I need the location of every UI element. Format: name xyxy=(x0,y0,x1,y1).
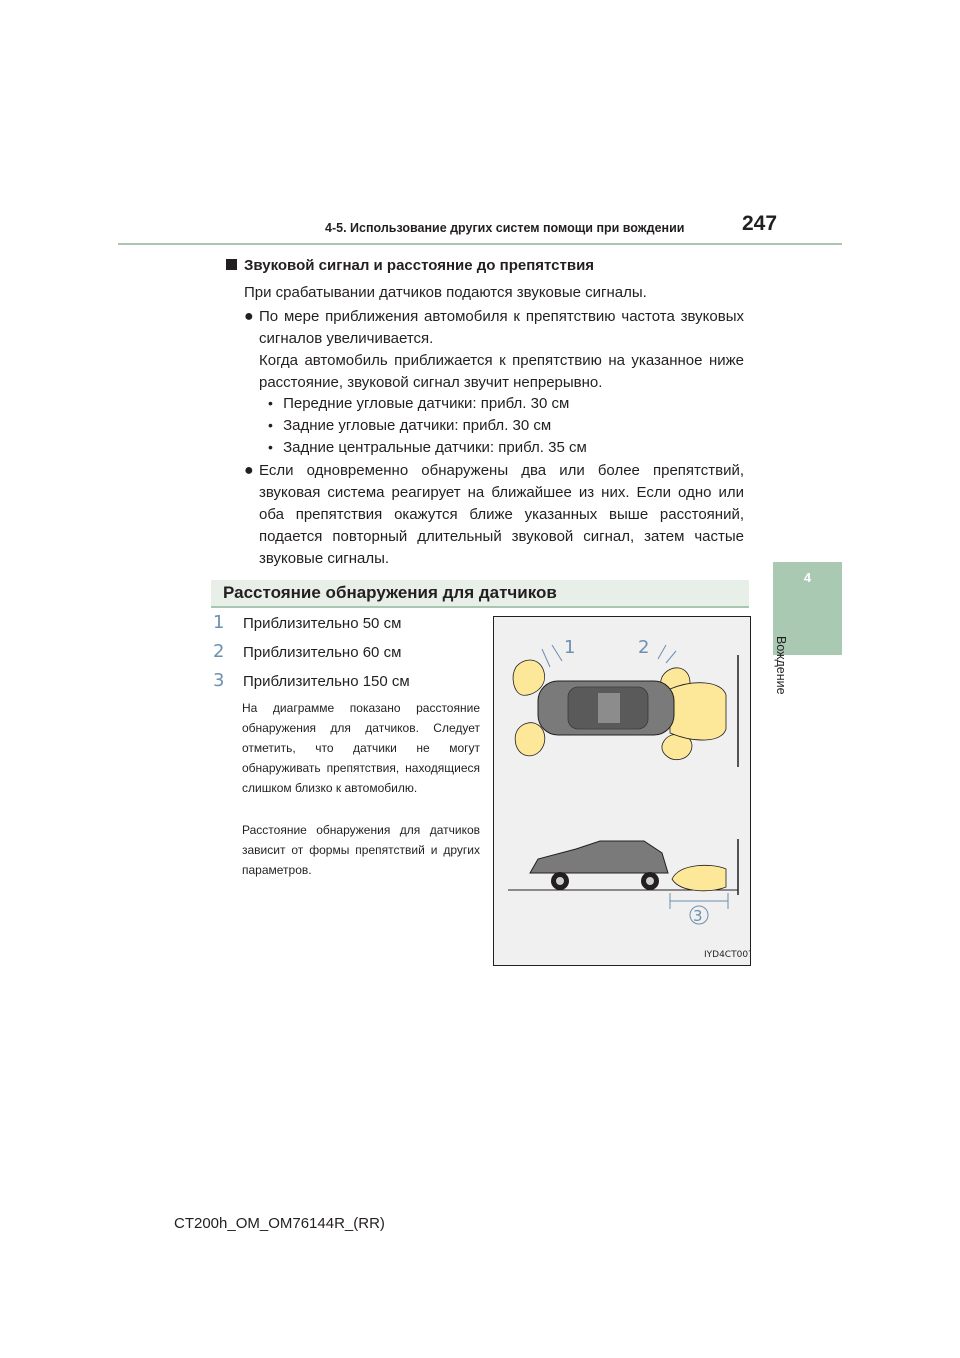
front-left-sensor-zone xyxy=(513,660,545,695)
header-section-title: 4-5. Использование других систем помощи при вождении xyxy=(325,221,685,235)
callout-label-3: 3 xyxy=(693,907,703,925)
diagram-note-1: На диаграмме показано расстояние обнаружения для датчиков. Следует отметить, что датчики не могут обнаруживать препятствия, находящиеся слишком близко к автомобилю. xyxy=(242,701,480,795)
chapter-label: Вождение xyxy=(774,636,788,695)
range-item-3 xyxy=(213,670,410,691)
range-item-2 xyxy=(213,641,401,662)
callout-number: 1 xyxy=(213,612,225,633)
car-sunroof xyxy=(598,693,620,723)
range-item-label: Приблизительно 50 см xyxy=(243,615,402,632)
bullet-1-paragraph-1: По мере приближения автомобиля к препятствию частота звуковых сигналов увеличивается. xyxy=(259,308,744,347)
range-item-label: Приблизительно 150 см xyxy=(243,673,410,690)
square-bullet-icon xyxy=(226,259,237,270)
sub-item-text: Задние угловые датчики: прибл. 30 см xyxy=(283,417,552,434)
dot-icon: • xyxy=(268,439,273,455)
bullet-block-2 xyxy=(244,460,744,570)
sub-item-text: Задние центральные датчики: прибл. 35 см xyxy=(283,439,587,456)
sub-item-text: Передние угловые датчики: прибл. 30 см xyxy=(283,395,570,412)
page-number: 247 xyxy=(742,212,778,235)
chapter-number: 4 xyxy=(803,570,812,585)
sub-item-rear-center xyxy=(268,436,748,459)
car-rear-wheel-hub xyxy=(646,877,654,885)
car-front-wheel-hub xyxy=(556,877,564,885)
section-heading-text: Звуковой сигнал и расстояние до препятствия xyxy=(244,257,595,274)
section-heading xyxy=(226,255,594,277)
callout-line-1b xyxy=(552,645,562,661)
callout-line-1a xyxy=(542,649,550,667)
round-bullet-icon: ● xyxy=(244,308,254,325)
intro-paragraph: При срабатывании датчиков подаются звуковые сигналы. xyxy=(244,284,647,301)
sub-item-rear-corner xyxy=(268,414,748,437)
sensor-range-diagram xyxy=(493,616,751,966)
callout-label-1: 1 xyxy=(564,637,576,658)
rear-center-sensor-zone xyxy=(670,683,726,740)
header-divider xyxy=(118,243,842,245)
dot-icon: • xyxy=(268,395,273,411)
callout-number: 3 xyxy=(213,670,225,691)
round-bullet-icon: ● xyxy=(244,462,254,479)
range-item-label: Приблизительно 60 см xyxy=(243,644,402,661)
callout-label-2: 2 xyxy=(638,637,650,658)
dot-icon: • xyxy=(268,417,273,433)
footer-document-code: CT200h_OM_OM76144R_(RR) xyxy=(174,1215,385,1232)
range-item-1 xyxy=(213,612,401,633)
bullet-2-paragraph: Если одновременно обнаружены два или более препятствий, звуковая система реагирует на ближайшее из них. Если одно или оба препятствия окажутся ближе указанных выше расстояний, подается повторный длительный звуковой сигнал, затем частые звуковые сигналы. xyxy=(259,462,744,567)
diagram-image-code: IYD4CT007 xyxy=(704,950,750,960)
detection-range-title-bar xyxy=(211,580,749,608)
front-right-sensor-zone xyxy=(515,723,545,756)
diagram-note-2: Расстояние обнаружения для датчиков зависит от формы препятствий и других параметров. xyxy=(242,823,480,877)
callout-line-2b xyxy=(666,651,676,663)
bullet-1-paragraph-2: Когда автомобиль приближается к препятствию на указанное ниже расстояние, звуковой сигнал звучит непрерывно. xyxy=(259,352,744,391)
rear-side-sensor-zone xyxy=(672,865,726,891)
detection-range-title: Расстояние обнаружения для датчиков xyxy=(223,583,557,602)
sub-item-front-corner xyxy=(268,392,748,415)
car-side-view xyxy=(530,841,668,873)
callout-line-2a xyxy=(658,645,666,659)
callout-number: 2 xyxy=(213,641,225,662)
sensor-diagram-svg xyxy=(494,617,750,965)
bullet-block-1 xyxy=(244,306,744,394)
